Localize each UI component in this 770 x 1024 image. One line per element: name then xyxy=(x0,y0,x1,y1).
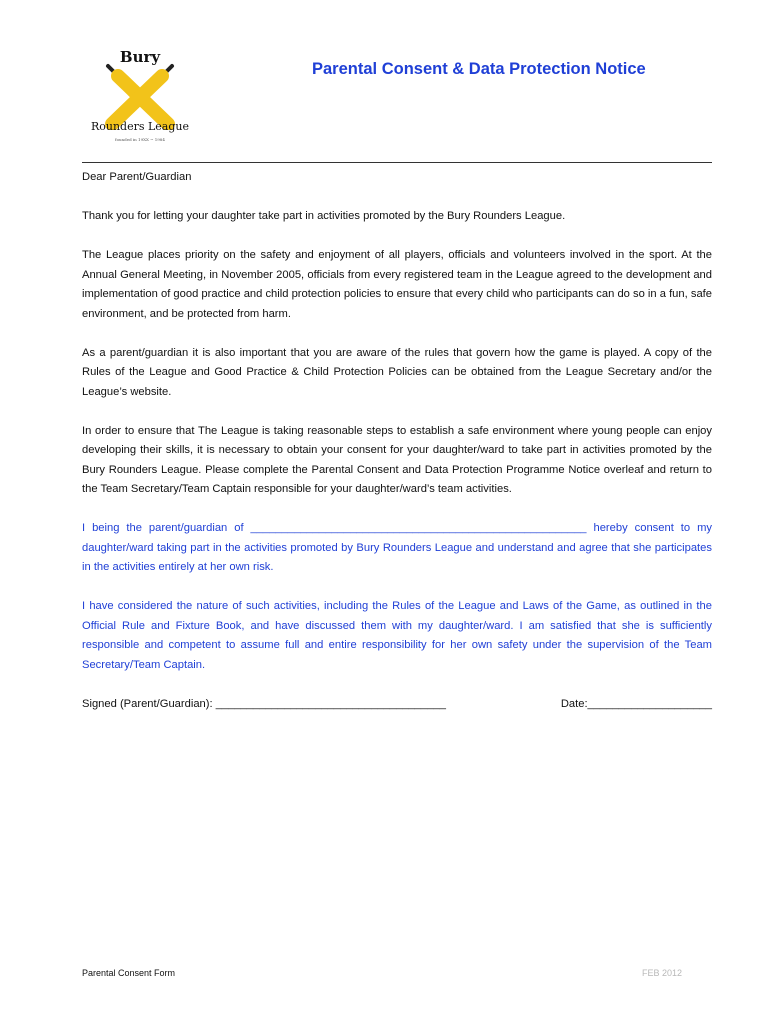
salutation: Dear Parent/Guardian xyxy=(82,171,192,183)
page-title: Parental Consent & Data Protection Notice xyxy=(312,60,646,78)
date-field: Date:____________________ xyxy=(560,697,712,710)
logo-top-text: Bury xyxy=(119,48,161,66)
letter-body xyxy=(82,168,712,714)
signed-field: Signed (Parent/Guardian): _____________________________________ xyxy=(82,697,446,710)
footer-form-name: Parental Consent Form xyxy=(82,968,176,978)
responsibility-statement: I have considered the nature of such activities, including the Rules of the League and Laws of the Game, as outlined in the Official Rule and Fixture Book, and have discussed them with my daughter/ward. I am satisfied that she is sufficiently responsible and competent to assume full and entire responsibility for her own safety under the supervision of the Team Secretary/Team Captain. xyxy=(82,600,712,671)
paragraph-priority: The League places priority on the safety and enjoyment of all players, officials and volunteers involved in the sport. At the Annual General Meeting, in November 2005, officials from every registered team in the League agreed to the development and implementation of good practice and child protection policies to ensure that every child who participants can do so in a fun, safe environment, and be protected from harm. xyxy=(82,249,712,320)
header-divider xyxy=(82,162,712,163)
logo-bottom-text: Rounders League xyxy=(90,120,190,133)
consent-statement: I being the parent/guardian of ______________________________________________________ hereby consent to my daughter/ward taking part in the activities promoted by Bury Rounders League and understand and agree that she participates in the activities entirely at her own risk. xyxy=(82,522,712,573)
league-logo xyxy=(88,48,192,148)
footer-date: FEB 2012 xyxy=(642,968,683,978)
paragraph-rules: As a parent/guardian it is also important that you are aware of the rules that govern how the game is played. A copy of the Rules of the League and Good Practice & Child Protection Policies can be obtained from the League Secretary and/or the League’s website. xyxy=(82,346,712,398)
logo-sub-text: founded in 19XX ~ 1984 xyxy=(115,137,165,142)
signature-line xyxy=(82,695,712,715)
paragraph-consent-request: In order to ensure that The League is taking reasonable steps to establish a safe environment where young people can enjoy developing their skills, it is necessary to obtain your consent for your daughter/ward to take part in activities promoted by the Bury Rounders League. Please complete the Parental Consent and Data Protection Programme Notice overleaf and return to the Team Secretary/Team Captain responsible for your daughter/ward’s team activities. xyxy=(82,424,712,495)
paragraph-thanks: Thank you for letting your daughter take part in activities promoted by the Bury Rounders League. xyxy=(82,210,566,222)
